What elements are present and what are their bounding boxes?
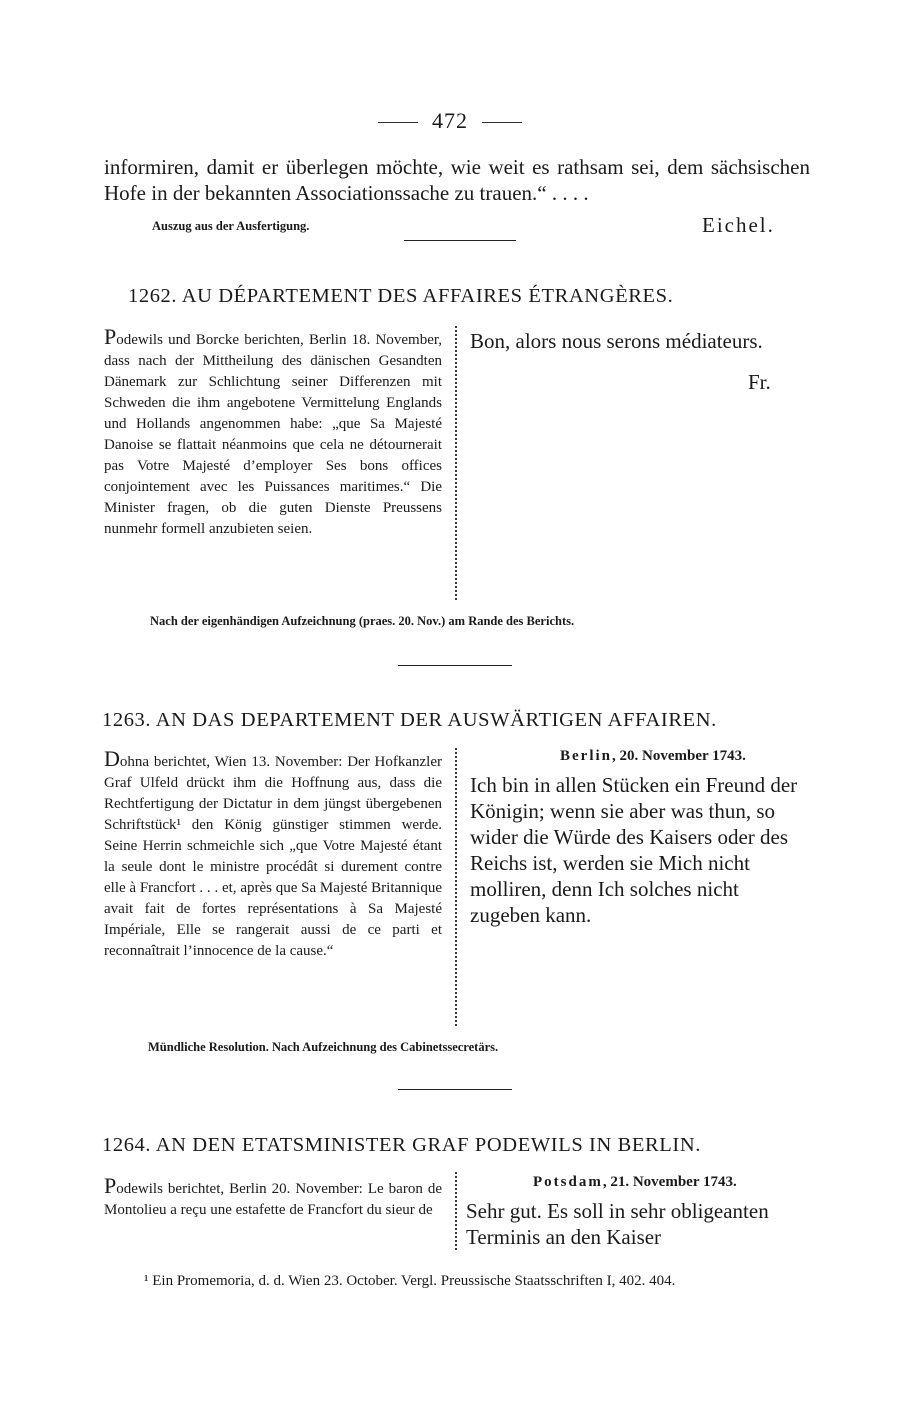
dateline-date: , 21. November 1743. (602, 1174, 737, 1190)
entry-summary-1262 (104, 326, 442, 540)
entry-signature-1262: Fr. (748, 370, 771, 394)
divider (378, 122, 418, 123)
section-rule (404, 240, 516, 241)
intro-text: informiren, damit er überlegen möchte, wie weit es rathsam sei, dem sächsischen Hofe in der bekannten Associationssache zu trauen.“ . . . . (104, 155, 810, 205)
column-divider (455, 748, 457, 1026)
divider (482, 122, 522, 123)
summary-text: odewils und Borcke berichten, Berlin 18. November, dass nach der Mittheilung des dänischen Gesandten Dänemark zur Schlichtung seiner Differenzen mit Schweden die ihm angebotene Vermittelung Englands und Hollands angenommen habe: „que Sa Majesté Danoise se flattait néanmoins que cela ne détournerait pas Votre Majesté d’employer Ses bons offices conjointement avec les Puissances maritimes.“ Die Minister fragen, ob die guten Dienste Preussens nunmehr formell anzubieten seien. (104, 332, 442, 537)
entry-dateline-1263 (560, 746, 746, 767)
intro-signature: Eichel. (702, 213, 775, 237)
column-divider (455, 326, 457, 600)
drop-letter: P (104, 1173, 117, 1198)
intro-source: Auszug aus der Ausfertigung. (152, 219, 310, 233)
entry-resolution-1264: Sehr gut. Es soll in sehr obligeanten Terminis an den Kaiser (466, 1199, 769, 1249)
entry-dateline-1264 (533, 1172, 737, 1193)
entry-summary-1264 (104, 1175, 442, 1221)
entry-resolution-1262: Bon, alors nous serons médiateurs. (470, 329, 763, 353)
dateline-place: Potsdam (533, 1174, 603, 1190)
entry-heading-1264: 1264. AN DEN ETATSMINISTER GRAF PODEWILS IN BERLIN. (102, 1134, 701, 1156)
entry-resolution-1263: Ich bin in allen Stücken ein Freund der Königin; wenn sie aber was thun, so wider die Würde des Kaisers oder des Reichs ist, werden sie Mich nicht molliren, denn Ich solches nicht zugeben kann. (470, 773, 798, 927)
footnote: ¹ Ein Promemoria, d. d. Wien 23. October. Vergl. Preussische Staatsschriften I, 402. 404. (144, 1273, 676, 1289)
section-rule (398, 1089, 512, 1090)
summary-text: ohna berichtet, Wien 13. November: Der Hofkanzler Graf Ulfeld drückt ihm die Hoffnung aus, dass die Rechtfertigung der Dictatur in dem jüngst übergebenen Schriftstück¹ den König günstiger stimmen werde. Seine Herrin schmeichle sich „que Votre Majesté étant la seule dont le ministre procédât si durement contre elle à Francfort . . . et, après que Sa Majesté Britannique avait fait de fortes représentations à Sa Majesté Impériale, Elle se rangerait aussi de ce parti et reconnaîtrait l’innocence de la cause.“ (104, 754, 442, 959)
section-rule (398, 665, 512, 666)
entry-heading-1263: 1263. AN DAS DEPARTEMENT DER AUSWÄRTIGEN AFFAIREN. (102, 709, 717, 731)
page-number: 472 (432, 108, 468, 133)
entry-source-1263: Mündliche Resolution. Nach Aufzeichnung des Cabinetssecretärs. (148, 1040, 499, 1054)
summary-text: odewils berichtet, Berlin 20. November: Le baron de Montolieu a reçu une estafette de Francfort du sieur de (104, 1181, 442, 1218)
entry-source-1262: Nach der eigenhändigen Aufzeichnung (praes. 20. Nov.) am Rande des Berichts. (150, 614, 575, 628)
dateline-date: , 20. November 1743. (612, 748, 746, 764)
dateline-place: Berlin (560, 748, 612, 764)
entry-heading-1262: 1262. AU DÉPARTEMENT DES AFFAIRES ÉTRANGÈRES. (128, 285, 674, 307)
drop-letter: P (104, 324, 117, 349)
page-number-line (0, 108, 900, 134)
drop-letter: D (104, 746, 120, 771)
column-divider (455, 1172, 457, 1250)
entry-summary-1263 (104, 748, 442, 962)
